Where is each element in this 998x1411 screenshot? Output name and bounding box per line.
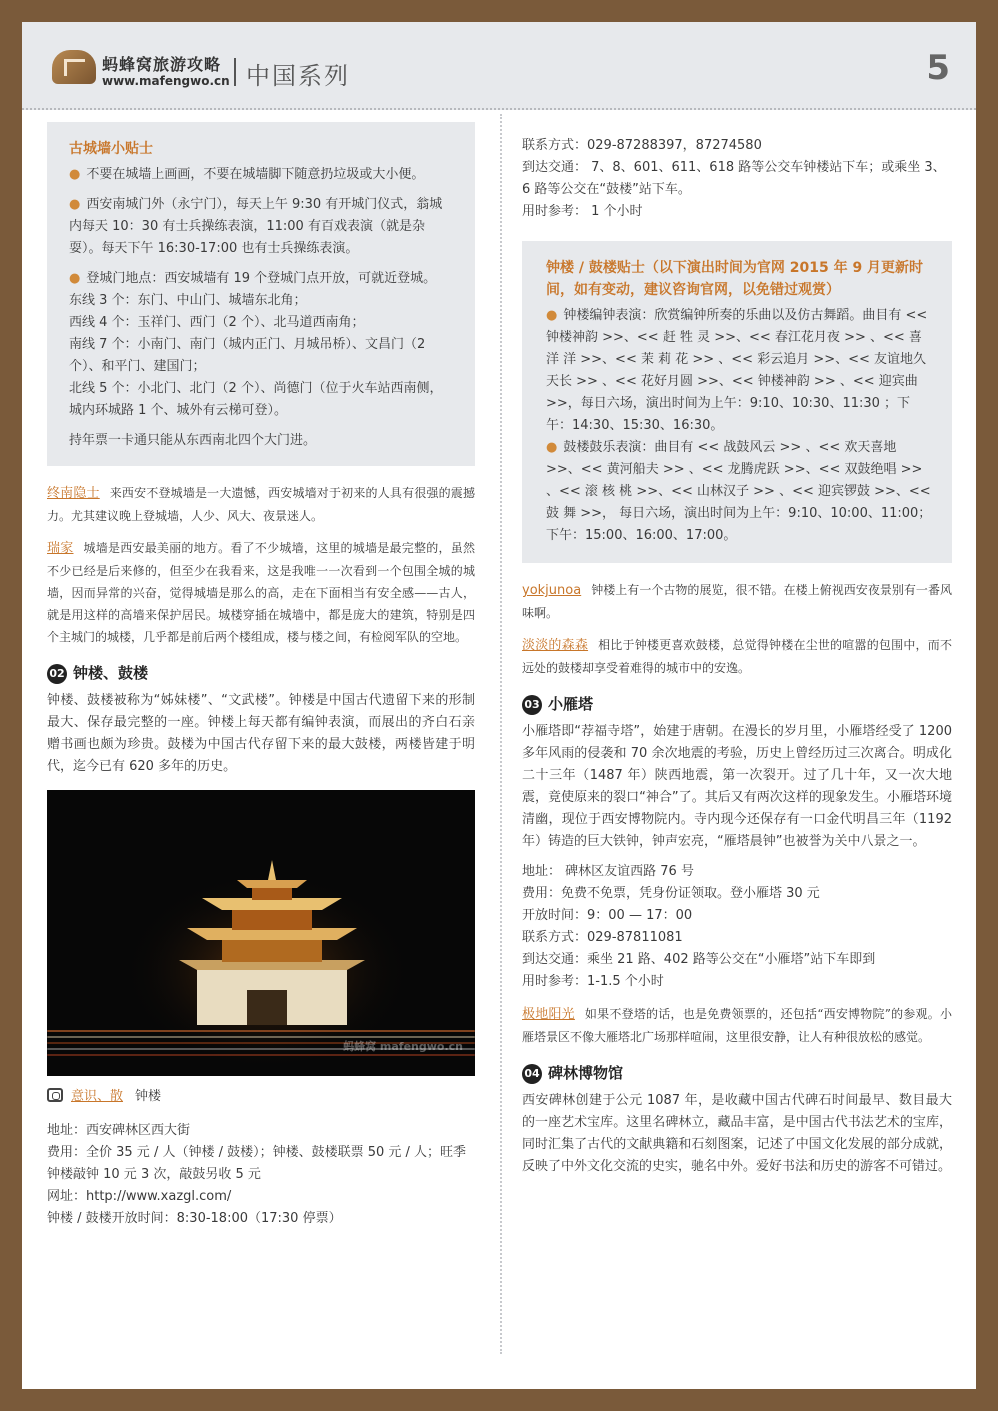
page-header <box>22 22 976 110</box>
review-text: 来西安不登城墙是一大遗憾，西安城墙对于初来的人具有很强的震撼力。尤其建议晚上登城墙，人少、风大、夜景迷人。 <box>47 486 475 523</box>
tip-bullet: ● 西安南城门外（永宁门），每天上午 9:30 有开城门仪式，翁城内每天 10：30 有士兵操练表演，11:00 有百戏表演（就是杂耍）。每天下午 16:30-17:00 也有士兵操练表演。 <box>69 197 443 256</box>
tip-bullet: ● 鼓楼鼓乐表演：曲目有 << 战鼓风云 >> 、<< 欢天喜地 >>、<< 黄河船夫 >> 、<< 龙腾虎跃 >>、<< 双鼓绝唱 >> 、<< 滚 核 桃 >>、<< 山林汉子 >> 、<< 迎宾锣鼓 >>、<< 鼓 舞 >>， 每日六场，演出时间为上午：9:10、10:00、11:00；下午：15:00、16:00、17:00。 <box>546 440 932 543</box>
section-number-badge: 03 <box>522 695 542 715</box>
info-line: 到达交通：乘坐 21 路、402 路等公交在“小雁塔”站下车即到 <box>522 952 876 967</box>
review-user-link[interactable]: yokjunoa <box>522 583 582 598</box>
review <box>522 1003 952 1048</box>
review <box>47 537 475 648</box>
info-line: 联系方式：029-87811081 <box>522 930 683 945</box>
info-line: 费用：免费不免票，凭身份证领取。登小雁塔 30 元 <box>522 886 820 901</box>
photo-caption <box>47 1086 475 1108</box>
right-column <box>522 135 952 1186</box>
review-user-link[interactable]: 淡淡的森森 <box>522 638 589 653</box>
review <box>522 634 952 679</box>
tip-title: 古城墙小贴士 <box>69 141 153 157</box>
page <box>22 22 976 1389</box>
city-wall-tip-box <box>47 122 475 466</box>
bell-tower-contact-info <box>522 135 952 223</box>
info-line: 联系方式：029-87288397，87274580 <box>522 138 762 153</box>
tip-line: 东线 3 个：东门、中山门、城墙东北角； <box>69 293 307 308</box>
tip-note: 持年票一卡通只能从东西南北四个大门进。 <box>69 433 317 448</box>
section-title: 钟楼、鼓楼 <box>73 664 149 682</box>
info-line[interactable]: 网址：http://www.xazgl.com/ <box>47 1189 232 1204</box>
section-title: 小雁塔 <box>548 695 594 713</box>
section-number-badge: 04 <box>522 1064 542 1084</box>
info-line: 开放时间：9：00 — 17：00 <box>522 908 693 923</box>
bell-tower-illustration <box>47 790 475 1076</box>
section-number-badge: 02 <box>47 664 67 684</box>
info-line: 费用：全价 35 元 / 人（钟楼 / 鼓楼）；钟楼、鼓楼联票 50 元 / 人；旺季钟楼敲钟 10 元 3 次，敲鼓另收 5 元 <box>47 1145 467 1182</box>
tip-line: 西线 4 个：玉祥门、西门（2 个）、北马道西南角； <box>69 315 365 330</box>
brand-url[interactable]: www.mafengwo.cn <box>102 74 230 88</box>
mafengwo-logo-icon <box>52 50 96 84</box>
bell-tower-photo <box>47 790 475 1076</box>
info-line: 用时参考： 1 个小时 <box>522 204 643 219</box>
brand-name: 蚂蜂窝旅游攻略 <box>102 55 222 74</box>
tip-line: 南线 7 个：小南门、南门（城内正门、月城吊桥）、文昌门（2 个）、和平门、建国门； <box>69 337 426 374</box>
header-divider <box>234 58 236 86</box>
section-title: 碑林博物馆 <box>548 1064 624 1082</box>
bell-drum-tip-box <box>522 241 952 563</box>
section-heading <box>522 693 952 715</box>
section-body: 西安碑林创建于公元 1087 年，是收藏中国古代碑石时间最早、数目最大的一座艺术宝库。这里名碑林立，藏品丰富，是中国古代书法艺术的宝库，同时汇集了古代的文献典籍和石刻图案，记述了中国文化发展的部分成就，反映了中外文化交流的史实，驰名中外。爱好书法和历史的游客不可错过。 <box>522 1093 952 1174</box>
review-text: 相比于钟楼更喜欢鼓楼，总觉得钟楼在尘世的喧嚣的包围中，而不远处的鼓楼却享受着难得的城市中的安逸。 <box>522 638 952 675</box>
review <box>522 579 952 624</box>
section-body: 钟楼、鼓楼被称为“姊妹楼”、“文武楼”。钟楼是中国古代遗留下来的形制最大、保存最完整的一座。钟楼上每天都有编钟表演，而展出的齐白石亲赠书画也颇为珍贵。鼓楼为中国古代存留下来的最大鼓楼，两楼皆建于明代，迄今已有 620 多年的历史。 <box>47 693 475 774</box>
tip-line: 北线 5 个：小北门、北门（2 个）、尚德门（位于火车站西南侧，城内环城路 1 个、城外有云梯可登）。 <box>69 381 443 418</box>
column-divider <box>500 114 502 1354</box>
info-line: 地址： 碑林区友谊西路 76 号 <box>522 864 694 879</box>
review-text: 城墙是西安最美丽的地方。看了不少城墙，这里的城墙是最完整的，虽然不少已经是后来修的，但至少在我看来，这是我唯一一次看到一个包围全城的城墙，因而异常的兴奋，觉得城墙是那么的高，走在下面相当有安全感——古人，就是用这样的高墙来保护居民。城楼穿插在城墙中，都是庞大的建筑，特别是四个主城门的城楼，几乎都是前后两个楼组成，楼与楼之间，有检阅军队的空地。 <box>47 541 475 644</box>
photo-watermark: 蚂蜂窝 mafengwo.cn <box>343 1040 463 1053</box>
info-line: 用时参考：1-1.5 个小时 <box>522 974 664 989</box>
review-user-link[interactable]: 终南隐士 <box>47 486 100 501</box>
review-user-link[interactable]: 极地阳光 <box>522 1007 575 1022</box>
photo-author-link[interactable]: 意识、散 <box>71 1089 124 1104</box>
review <box>47 482 475 527</box>
bullet-dot-icon: ● <box>69 271 81 286</box>
tip-bullet: ● 钟楼编钟表演：欣赏编钟所奏的乐曲以及仿古舞蹈。曲目有 << 钟楼神韵 >>、<< 赶 牲 灵 >>、<< 春江花月夜 >> 、<< 喜 洋 洋 >>、<< 茉 莉 花 >> 、<< 彩云追月 >>、<< 友谊地久天长 >> 、<< 花好月圆 >>、<< 钟楼神韵 >> 、<< 迎宾曲 >>，每日六场，演出时间为上午：9:10、10:30、11:30 ；下午：14:30、15:30、16:30。 <box>546 308 928 433</box>
info-line: 到达交通： 7、8、601、611、618 路等公交车钟楼站下车；或乘坐 3、6 路等公交在“鼓楼”站下车。 <box>522 160 946 197</box>
info-line: 地址：西安碑林区西大街 <box>47 1123 191 1138</box>
review-text: 如果不登塔的话，也是免费领票的，还包括“西安博物院”的参观。小雁塔景区不像大雁塔北广场那样喧闹，这里很安静，让人有种很放松的感觉。 <box>522 1007 952 1044</box>
camera-icon <box>47 1088 63 1102</box>
section-body: 小雁塔即“荐福寺塔”，始建于唐朝。在漫长的岁月里，小雁塔经受了 1200 多年风雨的侵袭和 70 余次地震的考验，历史上曾经历过三次离合。明成化二十三年（1487 年）陕西地震，第一次裂开。过了几十年，又一次大地震，竟使原来的裂口“神合”了。其后又有两次这样的现象发生。小雁塔环境清幽，现位于西安博物院内。寺内现今还保存有一口金代明昌三年（1192 年）铸造的巨大铁钟，钟声宏亮，“雁塔晨钟”也被誉为关中八景之一。 <box>522 724 952 849</box>
section-heading <box>47 662 475 684</box>
section-heading <box>522 1062 952 1084</box>
bullet-dot-icon: ● <box>546 308 558 323</box>
review-text: 钟楼上有一个古物的展览，很不错。在楼上俯视西安夜景别有一番风味啊。 <box>522 583 952 620</box>
bell-tower-info <box>47 1120 475 1230</box>
page-number: 5 <box>926 48 950 88</box>
info-line: 钟楼 / 鼓楼开放时间：8:30-18:00（17:30 停票） <box>47 1211 342 1226</box>
bullet-dot-icon: ● <box>69 197 81 212</box>
series-title: 中国系列 <box>246 62 350 90</box>
review-user-link[interactable]: 瑞家 <box>47 541 74 556</box>
left-column <box>47 122 475 1230</box>
tip-title: 钟楼 / 鼓楼贴士（以下演出时间为官网 2015 年 9 月更新时间，如有变动，建议咨询官网，以免错过观赏） <box>546 260 924 298</box>
bullet-dot-icon: ● <box>69 167 81 182</box>
tip-bullet: ● 不要在城墙上画画，不要在城墙脚下随意扔垃圾或大小便。 <box>69 167 425 182</box>
caption-text: 钟楼 <box>135 1089 162 1104</box>
bullet-dot-icon: ● <box>546 440 558 455</box>
tip-bullet: ● 登城门地点：西安城墙有 19 个登城门点开放，可就近登城。 <box>69 271 437 286</box>
small-goose-pagoda-info <box>522 861 952 993</box>
